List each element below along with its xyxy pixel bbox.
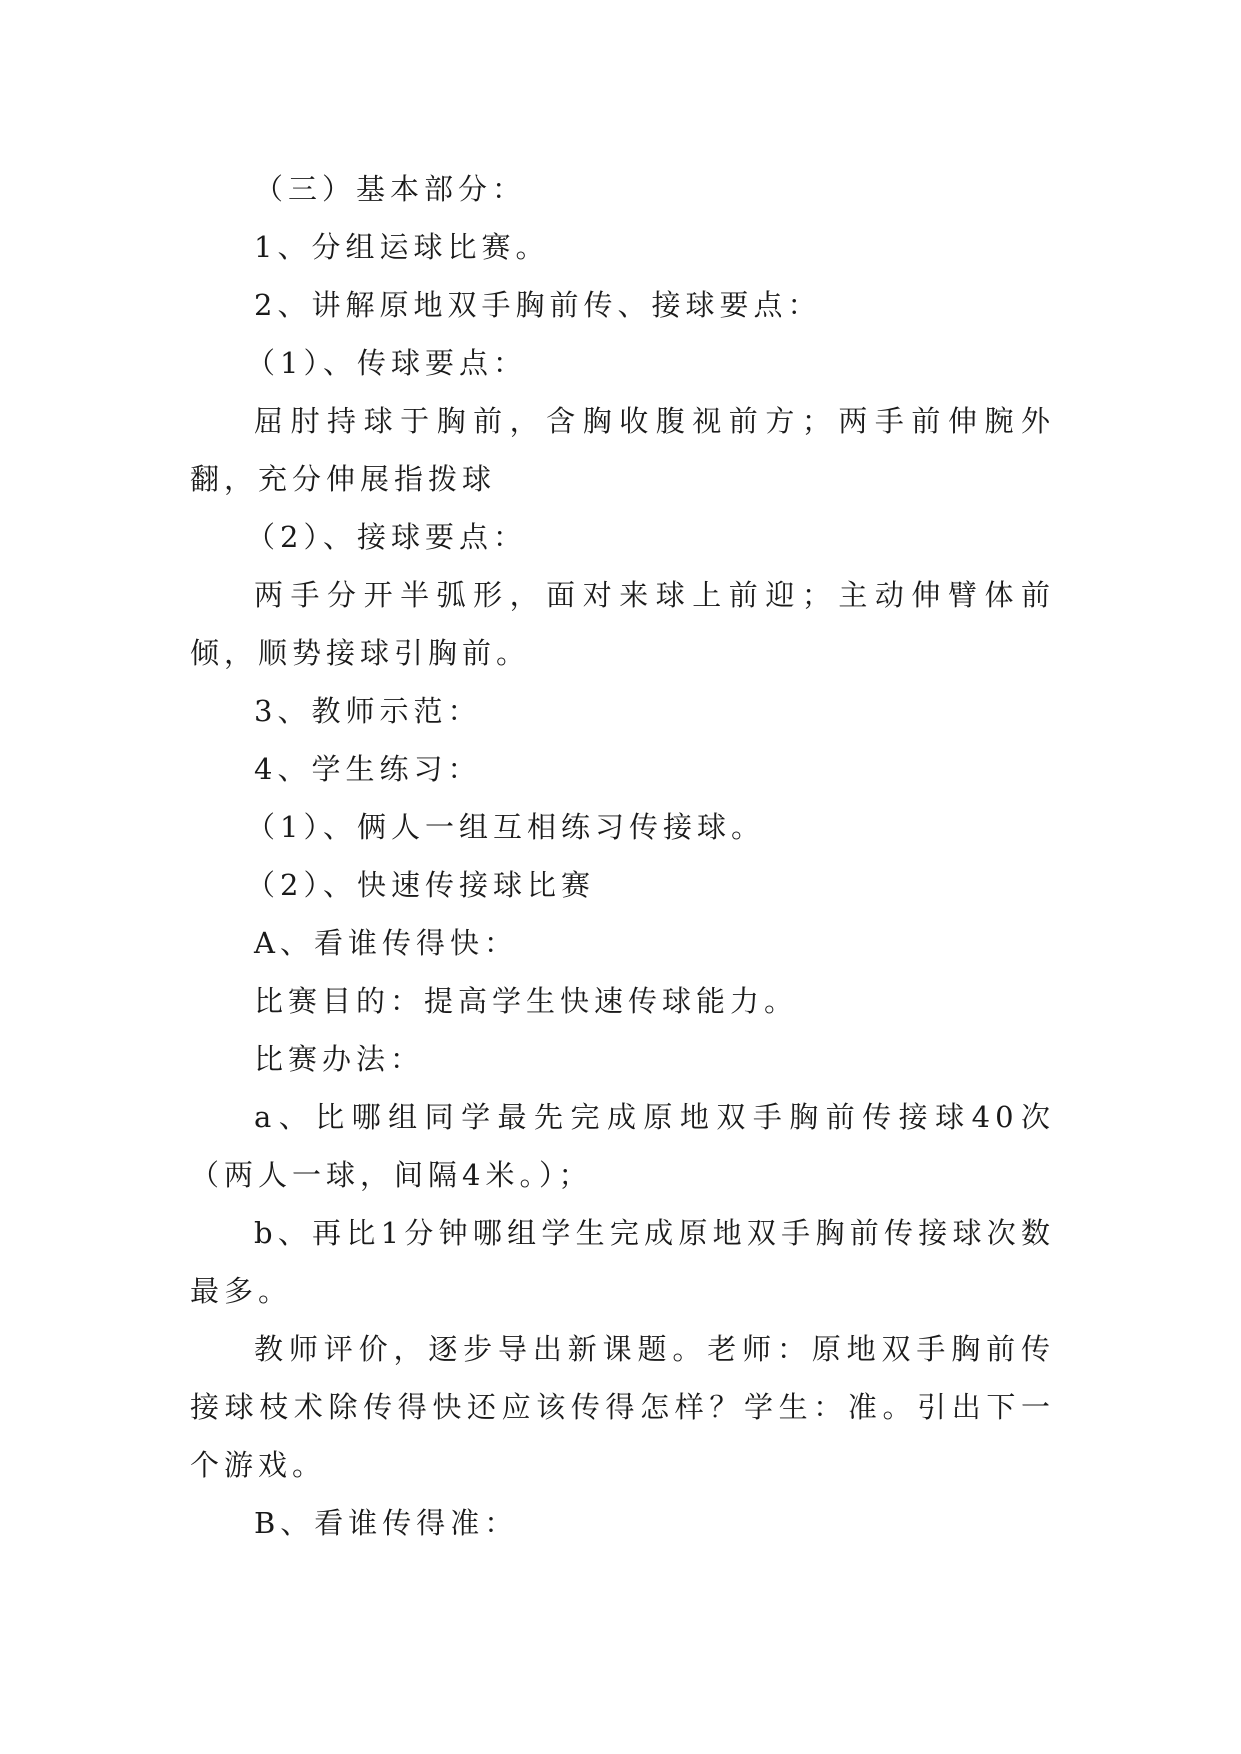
item-4-student-practice: 4、学生练习：	[254, 752, 482, 786]
item-2-explain-points: 2、讲解原地双手胸前传、接球要点：	[254, 288, 822, 322]
subitem-catching-points: （2）、接球要点：	[246, 520, 527, 554]
item-3-teacher-demo: 3、教师示范：	[254, 694, 482, 728]
teacher-evaluation: 教师评价，逐步导出新课题。老师：原地双手胸前传接球枝术除传得快还应该传得怎样？学生：准。引出下一个游戏。	[190, 1332, 1055, 1482]
game-a-method-heading: 比赛办法：	[254, 1042, 425, 1076]
passing-points-text: 屈肘持球于胸前，含胸收腹视前方；两手前伸腕外翻，充分伸展指拨球	[190, 404, 1055, 496]
subitem-fast-pass-competition: （2）、快速传接球比赛	[246, 868, 595, 902]
game-a-rule-b: b、再比1分钟哪组学生完成原地双手胸前传接球次数最多。	[190, 1216, 1055, 1308]
item-1-group-dribble: 1、分组运球比赛。	[254, 230, 550, 264]
game-a-rule-a: a、比哪组同学最先完成原地双手胸前传接球40次（两人一球，间隔4米。）；	[190, 1100, 1055, 1192]
game-a-purpose: 比赛目的：提高学生快速传球能力。	[254, 984, 799, 1018]
subitem-passing-points: （1）、传球要点：	[246, 346, 527, 380]
catching-points-text: 两手分开半弧形，面对来球上前迎；主动伸臂体前倾，顺势接球引胸前。	[190, 578, 1055, 670]
subitem-pair-practice: （1）、俩人一组互相练习传接球。	[246, 810, 765, 844]
document-body	[190, 160, 1055, 1552]
game-b-heading: B、看谁传得准：	[254, 1506, 519, 1540]
game-a-heading: A、看谁传得快：	[254, 926, 518, 960]
section-heading-basic-part: （三）基本部分：	[254, 172, 527, 206]
